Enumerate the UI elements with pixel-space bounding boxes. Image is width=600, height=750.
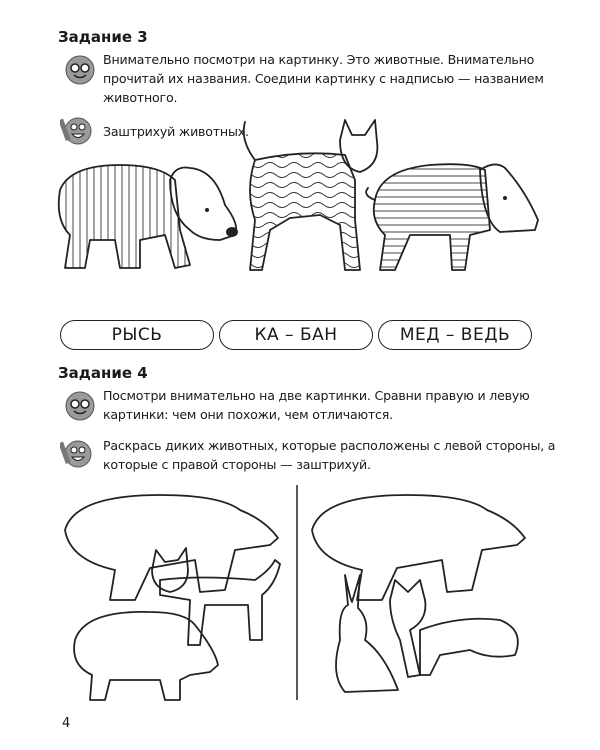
task4-title: Задание 4 (58, 364, 148, 382)
task3-title: Задание 3 (58, 28, 148, 46)
task3-animals-illustration (0, 110, 600, 285)
left-bear-drawing (65, 495, 278, 600)
pencil-smiley-icon (60, 438, 92, 470)
boar-hatched-drawing (366, 164, 538, 270)
right-bear-drawing (312, 495, 525, 600)
bear-hatched-drawing (59, 165, 238, 268)
glasses-smiley-icon (64, 390, 96, 422)
task4-instruction-1: Посмотри внимательно на две картинки. Сравни правую и левую картинки: чем они похожи, чем отличаются. (103, 388, 530, 422)
page-number: 4 (62, 716, 71, 731)
right-fox-drawing (390, 580, 518, 677)
task4-instruction-2: Раскрась диких животных, которые расположены с левой стороны, а которые с правой стороны — заштрихуй. (103, 438, 556, 472)
left-lynx-drawing (152, 548, 280, 645)
task3-instruction-1: Внимательно посмотри на картинку. Это животные. Внимательно прочитай их названия. Соедини картинку с надписью — названием животного. (103, 52, 544, 105)
label-boar[interactable]: КА – БАН (219, 320, 373, 350)
task4-comparison-illustration (0, 480, 600, 705)
task3-instruction-2: Заштрихуй животных. (103, 124, 249, 139)
lynx-hatched-drawing (244, 120, 378, 270)
left-boar-drawing (74, 612, 218, 700)
glasses-smiley-icon (64, 54, 96, 86)
label-lynx[interactable]: РЫСЬ (60, 320, 214, 350)
right-hare-drawing (336, 575, 398, 692)
label-bear[interactable]: МЕД – ВЕДЬ (378, 320, 532, 350)
